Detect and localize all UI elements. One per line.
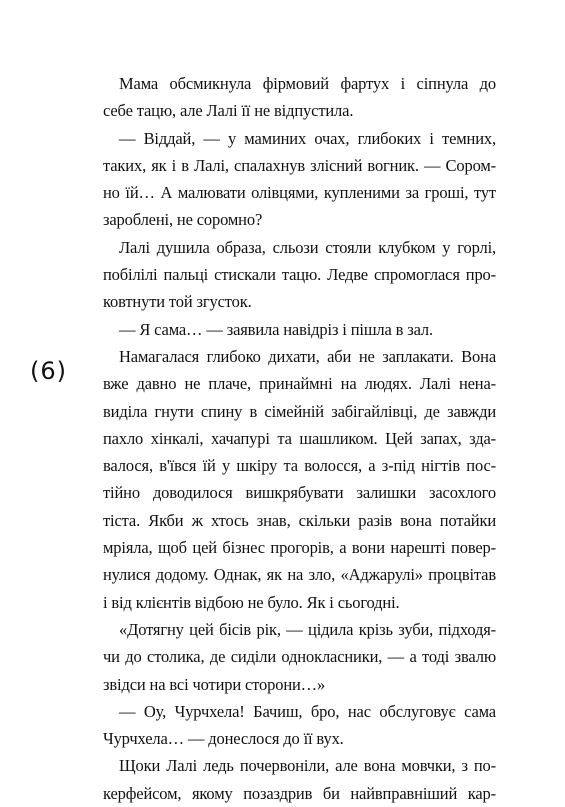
text-line: пахло хінкалі, хачапурі та шашликом. Цей запах, зда- xyxy=(103,428,496,448)
text-line: чи до столика, де сиділи однокласники, — а тоді звалю xyxy=(103,647,496,667)
text-line: но їй… А малювати олівцями, купленими за гроші, тут xyxy=(103,183,496,203)
margin-annotation: (6) xyxy=(30,357,67,385)
text-line: і від клієнтів відбою не було. Як і сьогодні. xyxy=(103,592,400,612)
text-line: побілілі пальці стискали тацю. Ледве спромоглася про- xyxy=(103,265,496,285)
text-line: себе тацю, але Лалі її не відпустила. xyxy=(103,101,354,121)
text-line: — Я сама… — заявила навідріз і пішла в зал. xyxy=(119,319,433,339)
text-line: тіста. Якби ж хтось знав, скільки разів вона потайки xyxy=(103,510,496,530)
text-line: нулися додому. Однак, як на зло, «Аджарулі» процвітав xyxy=(103,565,496,585)
text-line: мріяла, щоб цей бізнес прогорів, а вони нарешті повер- xyxy=(103,538,496,558)
text-line: Мама обсмикнула фірмовий фартух і сіпнула до xyxy=(119,74,496,93)
text-line: керфейсом, якому позаздрив би найвправніший кар- xyxy=(103,783,496,803)
text-line: Щоки Лалі ледь почервоніли, але вона мовчки, з по- xyxy=(119,756,496,776)
text-line: таких, як і в Лалі, спалахнув злісний вогник. — Сором- xyxy=(103,155,496,175)
text-line: вже давно не плаче, принаймні на людях. Лалі нена- xyxy=(103,374,496,394)
text-line: Чурчхела… — донеслося до її вух. xyxy=(103,729,344,749)
text-line: — Віддай, — у маминих очах, глибоких і темних, xyxy=(119,128,496,148)
text-line: звідси на всі чотири сторони…» xyxy=(103,674,326,694)
text-line: валося, в'ївся їй у шкіру та волосся, а з-під нігтів пос- xyxy=(103,456,496,476)
text-line: «Дотягну цей бісів рік, — цідила крізь зуби, підходя- xyxy=(119,619,496,639)
text-line: зароблені, не соромно? xyxy=(103,210,263,230)
text-line: виділа гнути спину в сімейній забігайлівці, де завжди xyxy=(103,401,496,421)
text-line: Намагалася глибоко дихати, аби не заплакати. Вона xyxy=(119,346,496,366)
text-line: — Оу, Чурчхела! Бачиш, бро, нас обслуговує сама xyxy=(119,701,496,721)
text-line: тійно доводилося вишкрябувати залишки засохлого xyxy=(103,483,496,503)
page-body-text xyxy=(103,70,496,807)
text-line: Лалі душила образа, сльози стояли клубком у горлі, xyxy=(119,237,496,257)
text-line: ковтнути той згусток. xyxy=(103,292,252,312)
